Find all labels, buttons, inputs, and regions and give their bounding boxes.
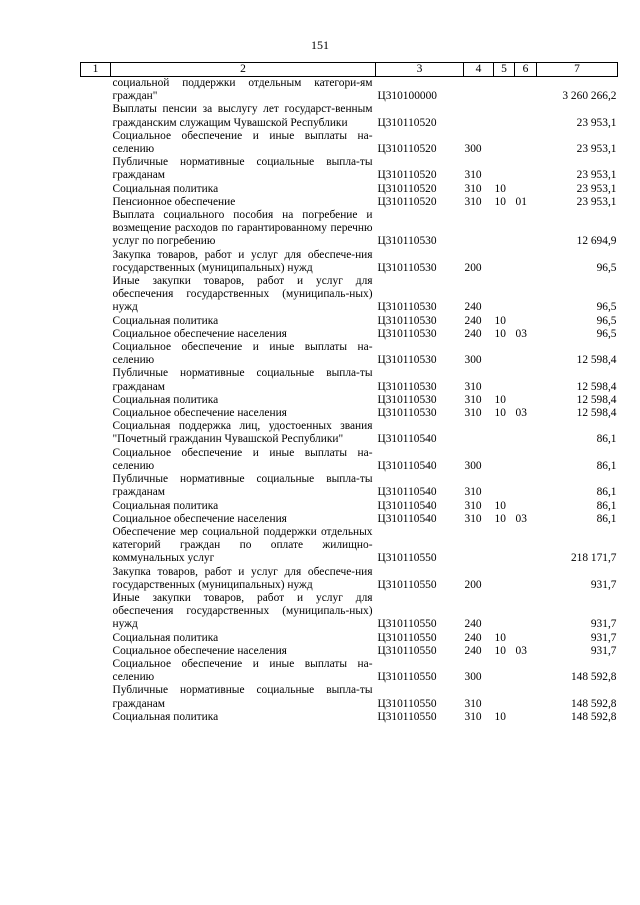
table-row xyxy=(81,156,618,182)
subsection-cell: 01 xyxy=(515,195,527,208)
target-code-cell: Ц310110530 xyxy=(377,380,437,393)
section-cell xyxy=(494,447,515,473)
table-row xyxy=(81,275,618,315)
table-row xyxy=(81,407,618,420)
section-cell xyxy=(494,156,515,182)
row-number-cell xyxy=(81,183,111,196)
amount-cell: 86,1 xyxy=(596,499,617,512)
row-name-cell: Закупка товаров, работ и услуг для обеспече-ния государственных (муниципальных) нужд xyxy=(112,565,373,591)
amount-cell: 86,1 xyxy=(596,486,617,499)
amount-cell: 23 953,1 xyxy=(576,195,617,208)
amount-cell: 23 953,1 xyxy=(576,182,617,195)
subsection-cell xyxy=(515,130,537,156)
table-row xyxy=(81,103,618,129)
row-name-cell: Выплаты пенсии за выслугу лет государст-венным гражданским служащим Чувашской Республики xyxy=(112,103,373,129)
target-code-cell: Ц310110550 xyxy=(377,578,437,591)
target-code-cell: Ц310110520 xyxy=(377,195,437,208)
table-row xyxy=(81,315,618,328)
table-row xyxy=(81,645,618,658)
row-number-cell xyxy=(81,275,111,315)
row-number-cell xyxy=(81,249,111,275)
row-number-cell xyxy=(81,658,111,684)
subsection-cell xyxy=(515,658,537,684)
table-row xyxy=(81,209,618,249)
column-header: 4 xyxy=(464,63,494,77)
row-name-cell: Социальная политика xyxy=(112,631,219,644)
expense-type-cell: 240 xyxy=(464,301,482,314)
section-cell: 10 xyxy=(494,327,506,340)
expense-type-cell: 240 xyxy=(464,618,482,631)
subsection-cell xyxy=(515,103,537,129)
expense-type-cell: 310 xyxy=(464,407,482,420)
row-number-cell xyxy=(81,130,111,156)
target-code-cell: Ц310110520 xyxy=(377,143,437,156)
subsection-cell xyxy=(515,394,537,407)
target-code-cell: Ц310110540 xyxy=(377,512,437,525)
row-number-cell xyxy=(81,632,111,645)
table-row xyxy=(81,526,618,566)
section-cell xyxy=(494,77,515,104)
amount-cell: 148 592,8 xyxy=(570,671,617,684)
subsection-cell xyxy=(515,315,537,328)
section-cell: 10 xyxy=(494,512,506,525)
table-row xyxy=(81,658,618,684)
subsection-cell xyxy=(515,447,537,473)
row-name-cell: Социальное обеспечение населения xyxy=(112,327,287,340)
target-code-cell: Ц310110530 xyxy=(377,354,437,367)
column-header: 6 xyxy=(515,63,537,77)
amount-cell: 23 953,1 xyxy=(576,169,617,182)
subsection-cell xyxy=(515,367,537,393)
expense-type-cell: 310 xyxy=(464,710,482,723)
subsection-cell xyxy=(515,684,537,710)
table-row xyxy=(81,130,618,156)
target-code-cell: Ц310110530 xyxy=(377,327,437,340)
expense-type-cell: 310 xyxy=(464,512,482,525)
row-number-cell xyxy=(81,592,111,632)
expense-type-cell: 200 xyxy=(464,261,482,274)
table-row xyxy=(81,77,618,104)
target-code-cell: Ц310110550 xyxy=(377,552,437,565)
row-name-cell: социальной поддержки отдельным категори-ям граждан" xyxy=(112,77,373,103)
row-name-cell: Социальная политика xyxy=(112,314,219,327)
row-name-cell: Социальное обеспечение и иные выплаты на-селению xyxy=(112,129,373,156)
amount-cell: 12 598,4 xyxy=(576,407,617,420)
subsection-cell xyxy=(515,632,537,645)
section-cell: 10 xyxy=(494,393,506,406)
target-code-cell: Ц310110530 xyxy=(377,261,437,274)
section-cell xyxy=(494,566,515,592)
section-cell: 10 xyxy=(494,644,506,657)
section-cell xyxy=(494,275,515,315)
row-name-cell: Социальная политика xyxy=(112,710,219,723)
subsection-cell: 03 xyxy=(515,644,527,657)
table-row xyxy=(81,367,618,393)
row-number-cell xyxy=(81,513,111,526)
section-cell xyxy=(494,249,515,275)
table-row xyxy=(81,249,618,275)
expense-type-cell: 300 xyxy=(464,671,482,684)
row-name-cell: Социальное обеспечение и иные выплаты на-селению xyxy=(112,446,373,472)
expense-type-cell xyxy=(464,526,494,566)
row-number-cell xyxy=(81,196,111,209)
budget-table xyxy=(80,62,618,724)
table-row xyxy=(81,473,618,499)
row-name-cell: Социальная политика xyxy=(112,182,219,195)
target-code-cell: Ц310110520 xyxy=(377,182,437,195)
target-code-cell: Ц310110550 xyxy=(377,671,437,684)
column-header: 1 xyxy=(81,63,111,77)
expense-type-cell: 310 xyxy=(464,195,482,208)
row-number-cell xyxy=(81,394,111,407)
amount-cell: 96,5 xyxy=(596,301,617,314)
row-number-cell xyxy=(81,500,111,513)
amount-cell: 86,1 xyxy=(596,459,617,472)
subsection-cell xyxy=(515,420,537,446)
subsection-cell xyxy=(515,77,537,104)
section-cell xyxy=(494,341,515,367)
row-name-cell: Публичные нормативные социальные выпла-ты гражданам xyxy=(112,156,373,182)
row-number-cell xyxy=(81,367,111,393)
subsection-cell xyxy=(515,592,537,632)
table-body xyxy=(81,77,618,724)
page-number: 151 xyxy=(311,38,329,52)
table-row xyxy=(81,183,618,196)
expense-type-cell: 310 xyxy=(464,697,482,710)
target-code-cell: Ц310110530 xyxy=(377,407,437,420)
row-name-cell: Обеспечение мер социальной поддержки отдельных категорий граждан по оплате жилищно-коммунальных услуг xyxy=(112,525,373,565)
target-code-cell: Ц310110550 xyxy=(377,697,437,710)
amount-cell: 96,5 xyxy=(596,314,617,327)
expense-type-cell xyxy=(464,209,494,249)
section-cell xyxy=(494,420,515,446)
row-number-cell xyxy=(81,103,111,129)
row-name-cell: Социальная политика xyxy=(112,499,219,512)
row-name-cell: Иные закупки товаров, работ и услуг для обеспечения государственных (муниципаль-ных) нужд xyxy=(112,275,373,314)
table-row xyxy=(81,328,618,341)
subsection-cell xyxy=(515,183,537,196)
row-number-cell xyxy=(81,447,111,473)
row-name-cell: Публичные нормативные социальные выпла-ты гражданам xyxy=(112,367,373,393)
table-row xyxy=(81,420,618,446)
section-cell: 10 xyxy=(494,195,506,208)
row-number-cell xyxy=(81,156,111,182)
subsection-cell xyxy=(515,526,537,566)
target-code-cell: Ц310110530 xyxy=(377,301,437,314)
subsection-cell xyxy=(515,566,537,592)
subsection-cell xyxy=(515,473,537,499)
expense-type-cell: 310 xyxy=(464,499,482,512)
expense-type-cell xyxy=(464,420,494,446)
target-code-cell: Ц310110530 xyxy=(377,314,437,327)
section-cell xyxy=(494,367,515,393)
section-cell: 10 xyxy=(494,710,506,723)
expense-type-cell: 310 xyxy=(464,169,482,182)
row-number-cell xyxy=(81,473,111,499)
expense-type-cell: 240 xyxy=(464,644,482,657)
subsection-cell: 03 xyxy=(515,512,527,525)
row-number-cell xyxy=(81,684,111,710)
column-header: 2 xyxy=(111,63,376,77)
amount-cell: 12 598,4 xyxy=(576,393,617,406)
amount-cell: 931,7 xyxy=(590,578,617,591)
target-code-cell: Ц310110550 xyxy=(377,618,437,631)
amount-cell: 218 171,7 xyxy=(570,552,617,565)
section-cell: 10 xyxy=(494,182,506,195)
row-name-cell: Социальное обеспечение и иные выплаты на-селению xyxy=(112,341,373,367)
row-name-cell: Пенсионное обеспечение xyxy=(112,195,236,208)
section-cell xyxy=(494,658,515,684)
amount-cell: 931,7 xyxy=(590,618,617,631)
expense-type-cell: 240 xyxy=(464,327,482,340)
section-cell: 10 xyxy=(494,314,506,327)
row-number-cell xyxy=(81,209,111,249)
amount-cell: 86,1 xyxy=(596,433,617,446)
amount-cell: 96,5 xyxy=(596,261,617,274)
table-row xyxy=(81,500,618,513)
section-cell xyxy=(494,130,515,156)
row-name-cell: Социальное обеспечение населения xyxy=(112,407,287,420)
row-name-cell: Выплата социального пособия на погребение и возмещение расходов по гарантированному перечню услуг по погребению xyxy=(112,209,373,248)
expense-type-cell: 300 xyxy=(464,459,482,472)
amount-cell: 931,7 xyxy=(590,644,617,657)
amount-cell: 12 598,4 xyxy=(576,354,617,367)
expense-type-cell: 240 xyxy=(464,314,482,327)
expense-type-cell: 310 xyxy=(464,486,482,499)
row-number-cell xyxy=(81,328,111,341)
amount-cell: 12 694,9 xyxy=(576,235,617,248)
subsection-cell: 03 xyxy=(515,327,527,340)
amount-cell: 23 953,1 xyxy=(576,143,617,156)
expense-type-cell: 200 xyxy=(464,578,482,591)
expense-type-cell: 310 xyxy=(464,380,482,393)
row-name-cell: Публичные нормативные социальные выпла-ты гражданам xyxy=(112,684,373,710)
section-cell xyxy=(494,592,515,632)
row-name-cell: Социальное обеспечение населения xyxy=(112,644,287,657)
row-number-cell xyxy=(81,315,111,328)
target-code-cell: Ц310110540 xyxy=(377,499,437,512)
column-header: 3 xyxy=(376,63,464,77)
target-code-cell: Ц310110530 xyxy=(377,235,437,248)
section-cell: 10 xyxy=(494,499,506,512)
subsection-cell xyxy=(515,249,537,275)
row-number-cell xyxy=(81,407,111,420)
table-row xyxy=(81,447,618,473)
row-name-cell: Закупка товаров, работ и услуг для обеспече-ния государственных (муниципальных) нужд xyxy=(112,248,373,274)
subsection-cell xyxy=(515,156,537,182)
subsection-cell: 03 xyxy=(515,407,527,420)
table-row xyxy=(81,592,618,632)
expense-type-cell: 240 xyxy=(464,631,482,644)
amount-cell: 3 260 266,2 xyxy=(562,90,617,103)
row-number-cell xyxy=(81,341,111,367)
subsection-cell xyxy=(515,711,537,724)
row-name-cell: Иные закупки товаров, работ и услуг для обеспечения государственных (муниципаль-ных) нужд xyxy=(112,591,373,631)
row-name-cell: Социальное обеспечение и иные выплаты на-селению xyxy=(112,657,373,684)
target-code-cell: Ц310110540 xyxy=(377,433,437,446)
amount-cell: 148 592,8 xyxy=(570,697,617,710)
table-row xyxy=(81,196,618,209)
amount-cell: 931,7 xyxy=(590,631,617,644)
section-cell xyxy=(494,473,515,499)
row-number-cell xyxy=(81,566,111,592)
section-cell: 10 xyxy=(494,407,506,420)
row-number-cell xyxy=(81,420,111,446)
table-row xyxy=(81,632,618,645)
column-header: 5 xyxy=(494,63,515,77)
row-name-cell: Публичные нормативные социальные выпла-ты гражданам xyxy=(112,473,373,499)
row-name-cell: Социальная политика xyxy=(112,393,219,406)
amount-cell: 96,5 xyxy=(596,327,617,340)
target-code-cell: Ц310110550 xyxy=(377,644,437,657)
expense-type-cell xyxy=(464,103,494,129)
target-code-cell: Ц310100000 xyxy=(377,90,437,103)
row-number-cell xyxy=(81,77,111,104)
section-cell xyxy=(494,684,515,710)
table-row xyxy=(81,513,618,526)
row-number-cell xyxy=(81,645,111,658)
amount-cell: 86,1 xyxy=(596,512,617,525)
row-name-cell: Социальная поддержка лиц, удостоенных звания "Почетный гражданин Чувашской Республики" xyxy=(112,420,373,446)
table-row xyxy=(81,684,618,710)
expense-type-cell: 300 xyxy=(464,354,482,367)
row-number-cell xyxy=(81,711,111,724)
target-code-cell: Ц310110540 xyxy=(377,486,437,499)
expense-type-cell: 300 xyxy=(464,143,482,156)
target-code-cell: Ц310110520 xyxy=(377,169,437,182)
subsection-cell xyxy=(515,500,537,513)
section-cell xyxy=(494,526,515,566)
target-code-cell: Ц310110550 xyxy=(377,631,437,644)
section-cell xyxy=(494,209,515,249)
expense-type-cell: 310 xyxy=(464,393,482,406)
row-name-cell: Социальное обеспечение населения xyxy=(112,512,287,525)
amount-cell: 23 953,1 xyxy=(576,116,617,129)
table-row xyxy=(81,566,618,592)
section-cell: 10 xyxy=(494,631,506,644)
target-code-cell: Ц310110530 xyxy=(377,393,437,406)
row-number-cell xyxy=(81,526,111,566)
amount-cell: 148 592,8 xyxy=(570,710,617,723)
column-number-row xyxy=(81,63,618,77)
amount-cell: 12 598,4 xyxy=(576,380,617,393)
subsection-cell xyxy=(515,341,537,367)
column-header: 7 xyxy=(537,63,618,77)
table-row xyxy=(81,394,618,407)
subsection-cell xyxy=(515,209,537,249)
section-cell xyxy=(494,103,515,129)
target-code-cell: Ц310110540 xyxy=(377,459,437,472)
target-code-cell: Ц310110550 xyxy=(377,710,437,723)
expense-type-cell: 310 xyxy=(464,182,482,195)
subsection-cell xyxy=(515,275,537,315)
table-row xyxy=(81,341,618,367)
target-code-cell: Ц310110520 xyxy=(377,116,437,129)
expense-type-cell xyxy=(464,77,494,104)
table-row xyxy=(81,711,618,724)
